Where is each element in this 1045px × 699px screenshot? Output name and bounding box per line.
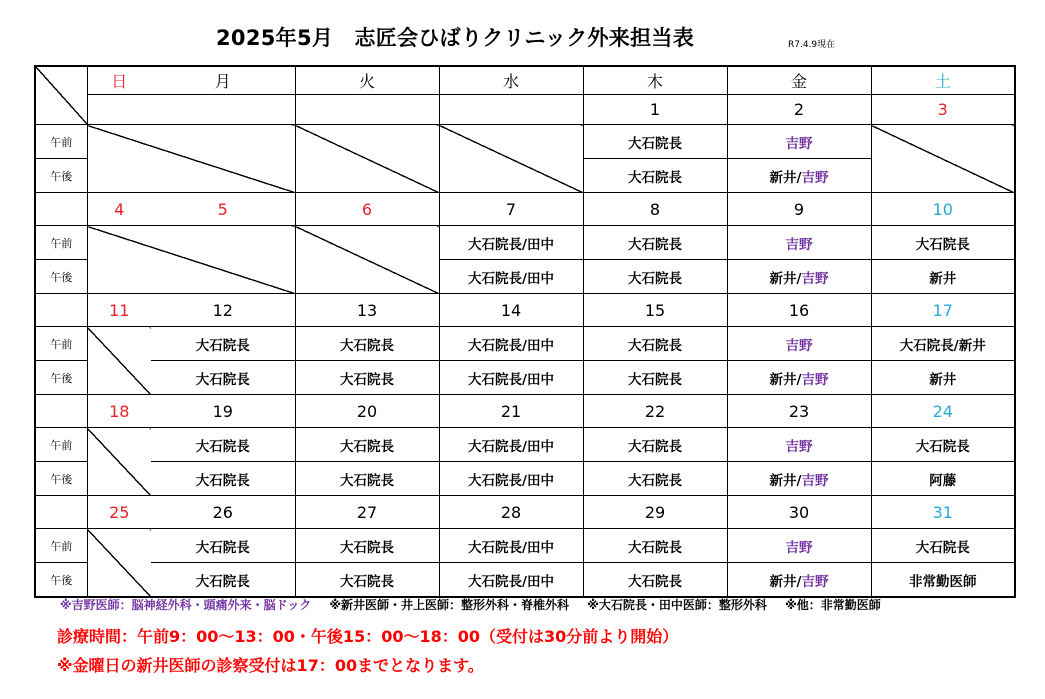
date-cell	[439, 95, 583, 125]
doctor-cell: 大石院長/田中	[439, 361, 583, 395]
date-cell	[35, 395, 87, 428]
doctor-cell	[727, 260, 871, 294]
date-cell: 2	[727, 95, 871, 125]
doctor-cell: 吉野	[727, 125, 871, 159]
consultation-hours: 診療時間：午前9：00～13：00・午後15：00～18：00（受付は30分前より開始）	[57, 627, 679, 646]
closed-cell	[295, 226, 439, 294]
doctor-cell: 大石院長/田中	[439, 563, 583, 598]
weekday-thu: 木	[583, 66, 727, 95]
doctor-cell: 非常勤医師	[871, 563, 1015, 598]
date-cell	[35, 496, 87, 529]
doctor-cell: 大石院長	[295, 529, 439, 563]
doctor-name: 吉野	[801, 270, 829, 287]
date-cell: 17	[871, 294, 1015, 327]
doctor-cell: 大石院長/田中	[439, 428, 583, 462]
doctor-cell: 大石院長	[151, 361, 295, 395]
note-other: ※他：非常勤医師	[785, 598, 881, 612]
doctor-cell: 大石院長	[151, 428, 295, 462]
doctor-name: 新井/	[769, 169, 802, 186]
week3-am-row	[35, 327, 1015, 361]
doctor-cell: 大石院長/田中	[439, 327, 583, 361]
doctor-cell: 大石院長	[583, 226, 727, 260]
date-cell: 31	[871, 496, 1015, 529]
date-cell	[151, 95, 295, 125]
doctor-cell: 大石院長	[583, 361, 727, 395]
closed-cell	[295, 125, 439, 193]
doctor-cell: 大石院長	[295, 428, 439, 462]
doctor-name: 吉野	[801, 573, 829, 590]
date-cell: 9	[727, 193, 871, 226]
week3-pm-row	[35, 361, 1015, 395]
doctor-cell: 大石院長	[295, 361, 439, 395]
doctor-name: 吉野	[801, 472, 829, 489]
doctor-specialty-notes	[60, 596, 895, 613]
date-cell	[35, 193, 87, 226]
date-cell: 13	[295, 294, 439, 327]
doctor-cell: 大石院長	[583, 159, 727, 193]
doctor-cell: 大石院長	[871, 529, 1015, 563]
date-cell: 1	[583, 95, 727, 125]
note-oishi: ※大石院長・田中医師：整形外科	[587, 598, 767, 612]
doctor-cell: 大石院長/田中	[439, 260, 583, 294]
slot-label-am: 午前	[35, 125, 87, 159]
week4-date-row	[35, 395, 1015, 428]
doctor-cell: 阿藤	[871, 462, 1015, 496]
slot-label-am: 午前	[35, 529, 87, 563]
doctor-cell: 大石院長	[295, 327, 439, 361]
date-cell: 3	[871, 95, 1015, 125]
date-cell: 28	[439, 496, 583, 529]
doctor-cell: 大石院長	[151, 327, 295, 361]
doctor-cell: 新井	[871, 361, 1015, 395]
doctor-cell: 大石院長/新井	[871, 327, 1015, 361]
date-cell: 20	[295, 395, 439, 428]
weekday-fri: 金	[727, 66, 871, 95]
slot-label-pm: 午後	[35, 260, 87, 294]
week1-date-row	[35, 95, 1015, 125]
date-cell: 4	[87, 193, 151, 226]
doctor-cell: 大石院長	[151, 563, 295, 598]
slot-label-am: 午前	[35, 327, 87, 361]
doctor-cell: 大石院長	[295, 462, 439, 496]
date-cell: 23	[727, 395, 871, 428]
doctor-cell: 吉野	[727, 226, 871, 260]
week5-date-row	[35, 496, 1015, 529]
date-cell: 19	[151, 395, 295, 428]
date-cell	[35, 294, 87, 327]
doctor-cell: 大石院長	[583, 125, 727, 159]
doctor-cell: 大石院長	[583, 428, 727, 462]
friday-notice: ※金曜日の新井医師の診察受付は17：00までとなります。	[57, 656, 484, 675]
date-cell: 26	[151, 496, 295, 529]
doctor-cell: 大石院長	[871, 428, 1015, 462]
date-cell: 25	[87, 496, 151, 529]
date-cell: 8	[583, 193, 727, 226]
date-cell	[87, 95, 151, 125]
date-cell: 24	[871, 395, 1015, 428]
date-cell	[295, 95, 439, 125]
as-of-date: R7.4.9現在	[788, 40, 836, 50]
doctor-cell	[727, 563, 871, 598]
date-cell: 22	[583, 395, 727, 428]
slot-label-am: 午前	[35, 428, 87, 462]
closed-cell	[87, 226, 295, 294]
date-cell: 18	[87, 395, 151, 428]
date-cell: 21	[439, 395, 583, 428]
weekday-sat: 土	[871, 66, 1015, 95]
doctor-cell: 大石院長	[583, 462, 727, 496]
doctor-cell: 大石院長/田中	[439, 529, 583, 563]
page-title: 2025年5月 志匠会ひばりクリニック外来担当表	[216, 26, 694, 50]
closed-cell	[87, 125, 295, 193]
date-cell: 10	[871, 193, 1015, 226]
slot-label-pm: 午後	[35, 159, 87, 193]
date-cell: 12	[151, 294, 295, 327]
week2-am-row	[35, 226, 1015, 260]
doctor-cell	[727, 361, 871, 395]
week1-am-row	[35, 125, 1015, 159]
doctor-name: 新井/	[769, 270, 802, 287]
doctor-cell	[727, 159, 871, 193]
closed-cell	[439, 125, 583, 193]
note-yoshino: ※吉野医師：脳神経外科・頭痛外来・脳ドック	[60, 598, 312, 612]
closed-cell	[871, 125, 1015, 193]
doctor-cell: 新井	[871, 260, 1015, 294]
doctor-cell: 大石院長	[295, 563, 439, 598]
doctor-name: 吉野	[801, 169, 829, 186]
doctor-cell: 大石院長	[151, 529, 295, 563]
date-cell: 29	[583, 496, 727, 529]
week4-am-row	[35, 428, 1015, 462]
doctor-cell: 吉野	[727, 529, 871, 563]
week5-pm-row	[35, 563, 1015, 598]
closed-cell	[87, 327, 151, 395]
doctor-cell: 大石院長	[871, 226, 1015, 260]
closed-cell	[87, 428, 151, 496]
doctor-cell: 吉野	[727, 428, 871, 462]
doctor-cell: 大石院長/田中	[439, 226, 583, 260]
doctor-name: 新井/	[769, 371, 802, 388]
date-cell: 6	[295, 193, 439, 226]
doctor-cell: 大石院長	[151, 462, 295, 496]
week4-pm-row	[35, 462, 1015, 496]
weekday-wed: 水	[439, 66, 583, 95]
schedule-table	[34, 65, 1016, 598]
week5-am-row	[35, 529, 1015, 563]
date-cell: 7	[439, 193, 583, 226]
doctor-name: 吉野	[801, 371, 829, 388]
doctor-name: 新井/	[769, 573, 802, 590]
slot-label-am: 午前	[35, 226, 87, 260]
doctor-cell: 大石院長	[583, 260, 727, 294]
weekday-sun: 日	[87, 66, 151, 95]
doctor-name: 新井/	[769, 472, 802, 489]
date-cell: 11	[87, 294, 151, 327]
doctor-cell: 大石院長	[583, 327, 727, 361]
doctor-cell: 吉野	[727, 327, 871, 361]
date-cell: 5	[151, 193, 295, 226]
week2-date-row	[35, 193, 1015, 226]
week3-date-row	[35, 294, 1015, 327]
doctor-cell	[727, 462, 871, 496]
weekday-header-row	[35, 66, 1015, 95]
date-cell: 16	[727, 294, 871, 327]
doctor-cell: 大石院長	[583, 563, 727, 598]
corner-cell	[35, 66, 87, 125]
slot-label-pm: 午後	[35, 563, 87, 598]
slot-label-pm: 午後	[35, 361, 87, 395]
note-arai: ※新井医師・井上医師：整形外科・脊椎外科	[329, 598, 570, 612]
closed-cell	[87, 529, 151, 598]
weekday-mon: 月	[151, 66, 295, 95]
date-cell: 27	[295, 496, 439, 529]
weekday-tue: 火	[295, 66, 439, 95]
date-cell: 15	[583, 294, 727, 327]
date-cell: 14	[439, 294, 583, 327]
slot-label-pm: 午後	[35, 462, 87, 496]
doctor-cell: 大石院長/田中	[439, 462, 583, 496]
date-cell: 30	[727, 496, 871, 529]
doctor-cell: 大石院長	[583, 529, 727, 563]
